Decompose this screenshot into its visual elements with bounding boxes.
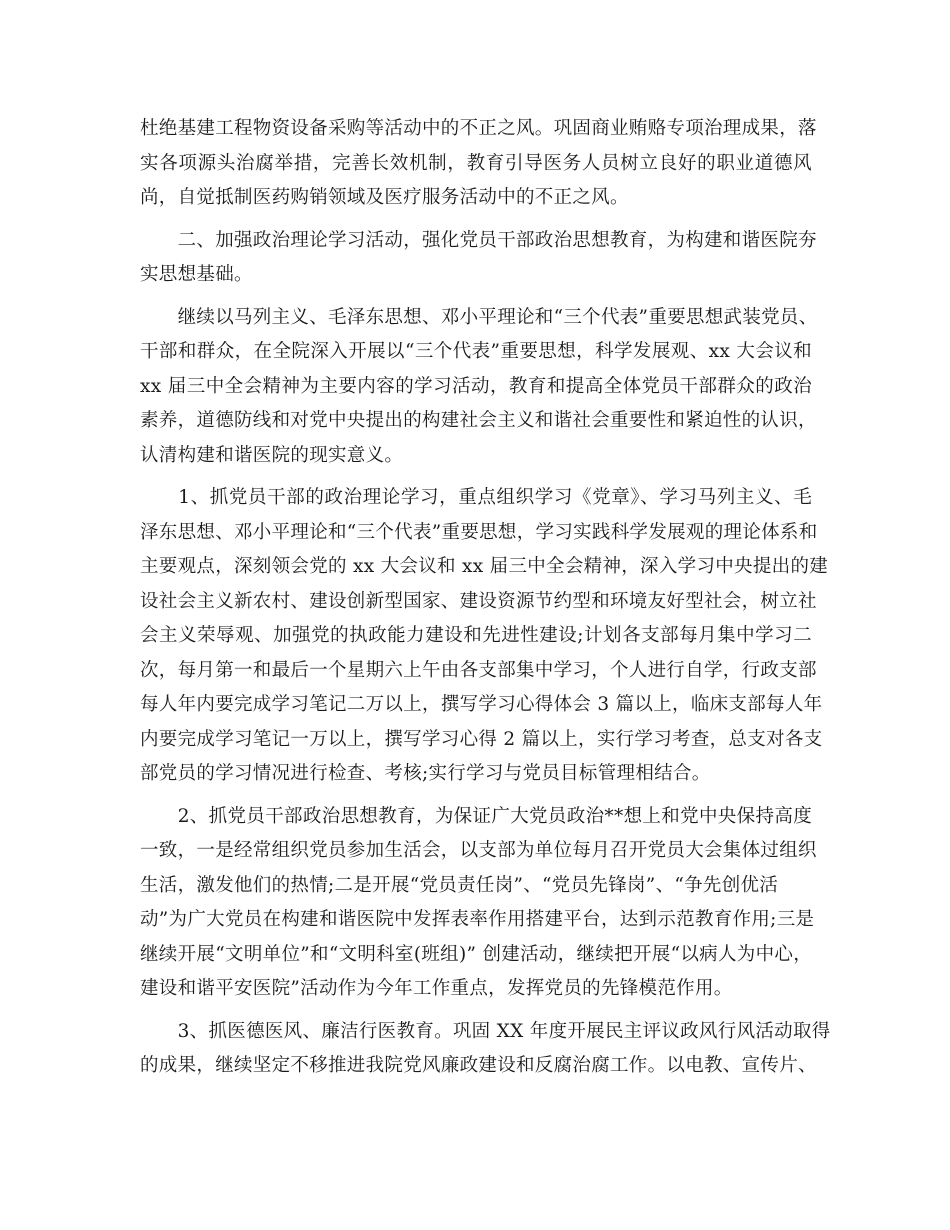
text-line: 内要完成学习笔记一万以上，撰写学习心得 2 篇以上，实行学习考查，总支对各支 bbox=[140, 728, 823, 750]
text-line: 杜绝基建工程物资设备采购等活动中的不正之风。巩固商业贿赂专项治理成果，落 bbox=[140, 118, 817, 139]
text-line: 继续开展“文明单位”和“文明科室(班组)” 创建活动，继续把开展“以病人为中心， bbox=[140, 943, 812, 965]
text-line: 素养，道德防线和对党中央提出的构建社会主义和谐社会重要性和紧迫性的认识， bbox=[140, 410, 817, 431]
paragraph-spacer bbox=[140, 792, 812, 800]
text-line: 生活，激发他们的热情;二是开展“党员责任岗”、“党员先锋岗”、“争先创优活 bbox=[140, 874, 779, 896]
text-line: 动”为广大党员在构建和谐医院中发挥表率作用搭建平台，达到示范教育作用;三是 bbox=[140, 909, 815, 930]
text-line: 实思想基础。 bbox=[140, 264, 253, 285]
text-line: 会主义荣辱观、加强党的执政能力建设和先进性建设;计划各支部每月集中学习二 bbox=[140, 625, 812, 646]
text-line: 一致，一是经常组织党员参加生活会，以支部为单位每月召开党员大会集体过组织 bbox=[140, 840, 817, 861]
text-line: 尚，自觉抵制医药购销领域及医疗服务活动中的不正之风。 bbox=[140, 187, 629, 208]
text-line: xx 届三中全会精神为主要内容的学习活动，教育和提高全体党员干部群众的政治 bbox=[140, 375, 812, 397]
document-body bbox=[140, 112, 831, 1084]
text-line: 干部和群众，在全院深入开展以“三个代表”重要思想，科学发展观、xx 大会议和 bbox=[140, 341, 812, 362]
text-line: 建设和谐平安医院”活动作为今年工作重点，发挥党员的先锋模范作用。 bbox=[140, 978, 733, 999]
paragraph-spacer bbox=[140, 1007, 812, 1015]
text-line: 3、抓医德医风、廉洁行医教育。巩固 XX 年度开展民主评议政风行风活动取得 bbox=[140, 1020, 831, 1042]
text-line: 主要观点，深刻领会党的 xx 大会议和 xx 届三中全会精神，深入学习中央提出的建 bbox=[140, 556, 829, 577]
text-line: 1、抓党员干部的政治理论学习，重点组织学习《党章》、学习马列主义、毛 bbox=[140, 487, 812, 508]
text-line: 二、加强政治理论学习活动，强化党员干部政治思想教育，为构建和谐医院夯 bbox=[140, 229, 817, 251]
paragraph-spacer bbox=[140, 293, 812, 301]
text-line: 泽东思想、邓小平理论和“三个代表”重要思想，学习实践科学发展观的理论体系和 bbox=[140, 521, 818, 543]
text-line: 继续以马列主义、毛泽东思想、邓小平理论和“三个代表”重要思想武装党员、 bbox=[140, 306, 818, 328]
text-line: 实各项源头治腐举措，完善长效机制，教育引导医务人员树立良好的职业道德风 bbox=[140, 152, 812, 174]
text-line: 每人年内要完成学习笔记二万以上，撰写学习心得体会 3 篇以上，临床支部每人年 bbox=[140, 694, 823, 715]
text-line: 2、抓党员干部政治思想教育，为保证广大党员政治**想上和党中央保持高度 bbox=[140, 805, 812, 827]
paragraph-spacer bbox=[140, 216, 812, 224]
text-line: 部党员的学习情况进行检查、考核;实行学习与党员目标管理相结合。 bbox=[140, 763, 711, 784]
text-line: 次，每月第一和最后一个星期六上午由各支部集中学习，个人进行自学，行政支部 bbox=[140, 659, 817, 681]
paragraph-spacer bbox=[140, 473, 812, 481]
text-line: 设社会主义新农村、建设创新型国家、建设资源节约型和环境友好型社会，树立社 bbox=[140, 590, 817, 612]
text-line: 的成果，继续坚定不移推进我院党风廉政建设和反腐治腐工作。以电教、宣传片、 bbox=[140, 1055, 817, 1076]
text-line: 认清构建和谐医院的现实意义。 bbox=[140, 444, 404, 466]
